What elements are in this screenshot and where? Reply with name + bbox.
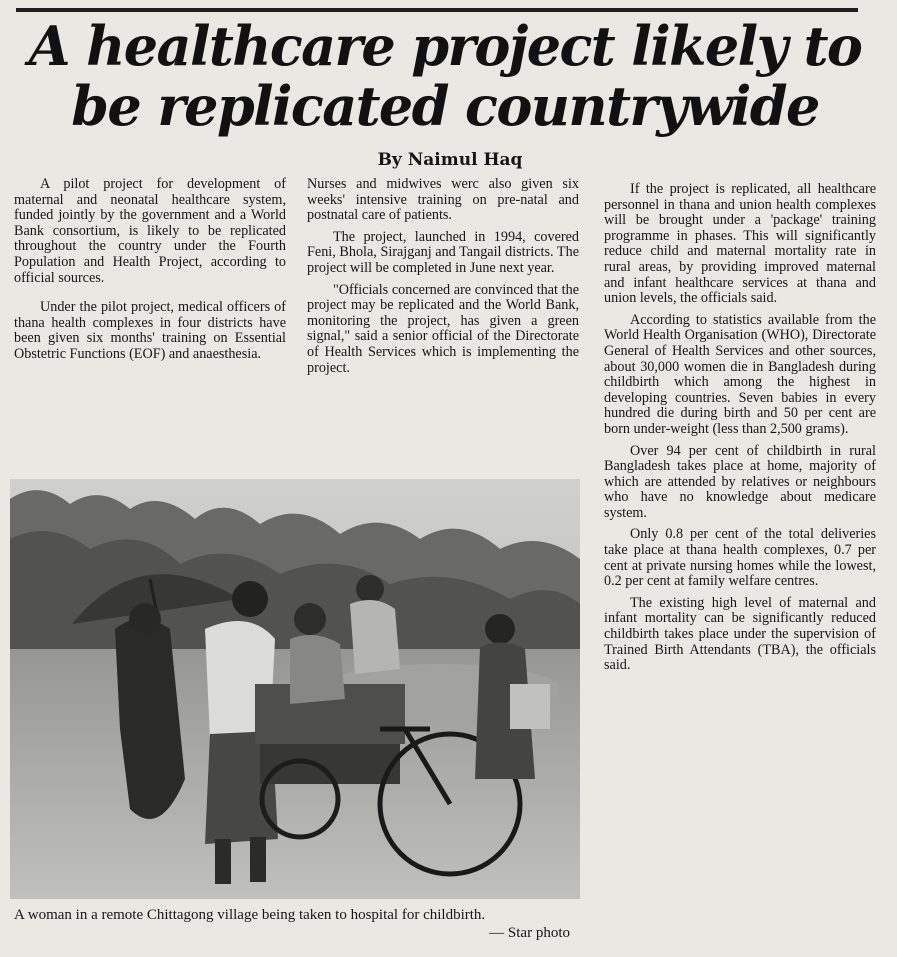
news-photo (10, 479, 580, 899)
paragraph: If the project is replicated, all healthcare personnel in thana and union health complexes will be brought under a 'package' training programme in phases. This will significantly reduce child and maternal mortality rate in rural areas, by providing improved maternal and infant healthcare services at thana and union levels, the officials said. (604, 181, 876, 307)
photo-caption-block (14, 906, 580, 941)
headline (10, 16, 880, 136)
paragraph: "Officials concerned are convinced that the project may be replicated and the World Bank, monitoring the project, has given a green signal," said a senior official of the Directorate of Health Services which is implementing the project. (307, 281, 579, 376)
byline: By Naimul Haq (377, 150, 523, 170)
top-rule (16, 8, 858, 12)
headline-line-2: be replicated countrywide (71, 74, 819, 138)
photo-caption: A woman in a remote Chittagong village being taken to hospital for childbirth. (14, 907, 486, 923)
paragraph: The existing high level of maternal and infant mortality can be significantly reduced childbirth takes place under the supervision of Trained Birth Attendants (TBA), the officials said. (604, 594, 876, 674)
paragraph: Nurses and midwives werc also given six weeks' intensive training on pre-natal and postnatal care of patients. (307, 176, 579, 224)
paragraph: The project, launched in 1994, covered Feni, Bhola, Sirajganj and Tangail districts. The project will be completed in June next year. (307, 228, 579, 276)
article-column-3 (604, 182, 876, 674)
headline-line-1: A healthcare project likely to (28, 14, 862, 78)
paragraph: A pilot project for development of maternal and neonatal healthcare system, funded jointly by the government and a World Bank consortium, is likely to be replicated throughout the country under the Fourth Population and Health Project, according to official sources. (14, 176, 286, 286)
paragraph: Over 94 per cent of childbirth in rural Bangladesh takes place at home, majority of which are attended by relatives or neighbours who have no knowledge about medicare system. (604, 442, 876, 521)
paragraph: Under the pilot project, medical officers of thana health complexes in four districts have been given six months' training on Essential Obstetric Functions (EOF) and anaesthesia. (14, 299, 286, 362)
photo-credit: — Star photo (489, 925, 570, 941)
village-photo-illustration (10, 479, 580, 899)
article-column-2 (307, 177, 579, 376)
paragraph: Only 0.8 per cent of the total deliveries take place at thana health complexes, 0.7 per cent at private nursing homes while the lowest, 0.2 per cent at family welfare centres. (604, 526, 876, 590)
article-column-1 (14, 177, 286, 363)
paragraph: According to statistics available from the World Health Organisation (WHO), Directorate General of Health Services and other sources, about 30,000 women die in Bangladesh during childbirth which among the highest in developing countries. Seven babies in every hundred die during birth and 50 per cent are born under-weight (less than 2,500 grams). (604, 311, 876, 437)
